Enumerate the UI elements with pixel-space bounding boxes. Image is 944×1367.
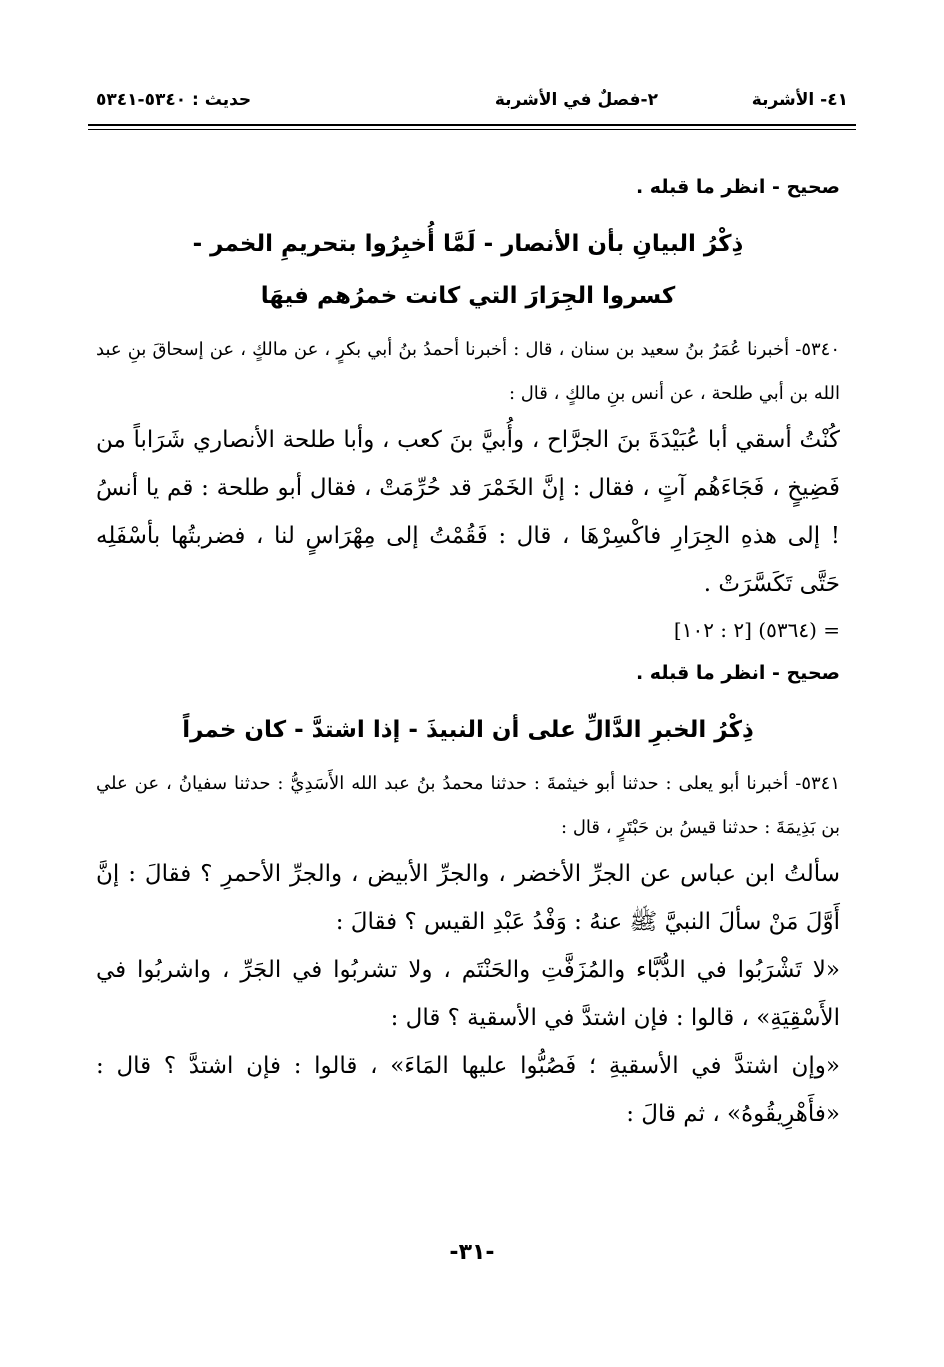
page-number: -٣١-: [449, 1240, 495, 1265]
running-header: [96, 88, 848, 122]
hadith-isnad: ٥٣٤٠- أخبرنا عُمَرُ بنُ سعيد بن سنان ، قال : أخبرنا أحمدُ بنُ أبي بكرٍ ، عن مالكٍ ، عن إسحاقَ بنِ عبد الله بن أبي طلحة ، عن أنس بنِ مالكٍ ، قال :: [96, 339, 840, 404]
header-hadith-range: حديث : ٥٣٤٠-٥٣٤١: [96, 90, 252, 110]
header-chapter: ٤١- الأشربة: [751, 90, 848, 110]
hadith-text: «لا تَشْرَبُوا في الدُّبَّاء والمُزَفَّتِ والحَنْتَم ، ولا تشربُوا في الجَرِّ ، واشربُوا في الأَسْقِيَةِ» ، قالوا : فإن اشتدَّ في الأسقية ؟ قال :: [96, 957, 840, 1031]
header-rule: [88, 124, 856, 126]
hadith-text: «وإن اشتدَّ في الأسقيةِ ؛ فَصُبُّوا عليها المَاءَ» ، قالوا : فإن اشتدَّ ؟ قال : «فأَهْرِيقُوهُ» ، ثم قالَ :: [96, 1053, 840, 1127]
grade-note: صحيح - انظر ما قبله .: [635, 662, 840, 684]
grade-note: صحيح - انظر ما قبله .: [635, 176, 840, 198]
cross-reference: = (٥٣٦٤) [٢ : ١٠٢]: [673, 618, 840, 642]
header-section: ٢-فصلٌ في الأشربة: [494, 90, 658, 110]
hadith-isnad: ٥٣٤١- أخبرنا أبو يعلى : حدثنا أبو خيثمةَ : حدثنا محمدُ بنُ عبد الله الأَسَدِيُّ : حدثنا سفيانُ ، عن علي بن بَذِيمَةَ : حدثنا قيسُ بن حَبْتَرٍ ، قال :: [96, 773, 840, 838]
page-body: [96, 170, 840, 1138]
hadith-text: كُنْتُ أسقي أبا عُبَيْدَةَ بنَ الجرَّاح ، وأُبيَّ بنَ كعب ، وأبا طلحة الأنصاري شَرَاباً من فَضِيخٍ ، فَجَاءَهُم آتٍ ، فقال : إنَّ الخَمْرَ قد حُرِّمَتْ ، فقال أبو طلحة : قم يا أنسُ ! إلى هذهِ الجِرَارِ فاكْسِرْهَا ، قال : فَقُمْتُ إلى مِهْرَاسٍ لنا ، فضربتُها بأسْفَلِه حَتَّى تَكَسَّرَتْ .: [96, 427, 840, 597]
chapter-heading: ذِكْرُ البيانِ بأن الأنصار - لَمَّا أُخبِرُوا بتحريمِ الخمر -: [192, 231, 744, 257]
hadith-text: سألتُ ابن عباس عن الجرِّ الأخضر ، والجرِّ الأبيض ، والجرِّ الأحمرِ ؟ فقالَ : إنَّ أَوَّلَ مَنْ سألَ النبيَّ ﷺ عنهُ : وَفْدُ عَبْدِ القيس ؟ فقالَ :: [96, 861, 840, 935]
header-rule-thin: [88, 129, 856, 130]
chapter-heading-continued: كسروا الجِرَارَ التي كانت خمرُهم فيهَا: [260, 283, 676, 309]
chapter-heading: ذِكْرُ الخبرِ الدَّالِّ على أن النبيذَ - إذا اشتدَّ - كان خمراً: [182, 717, 754, 743]
